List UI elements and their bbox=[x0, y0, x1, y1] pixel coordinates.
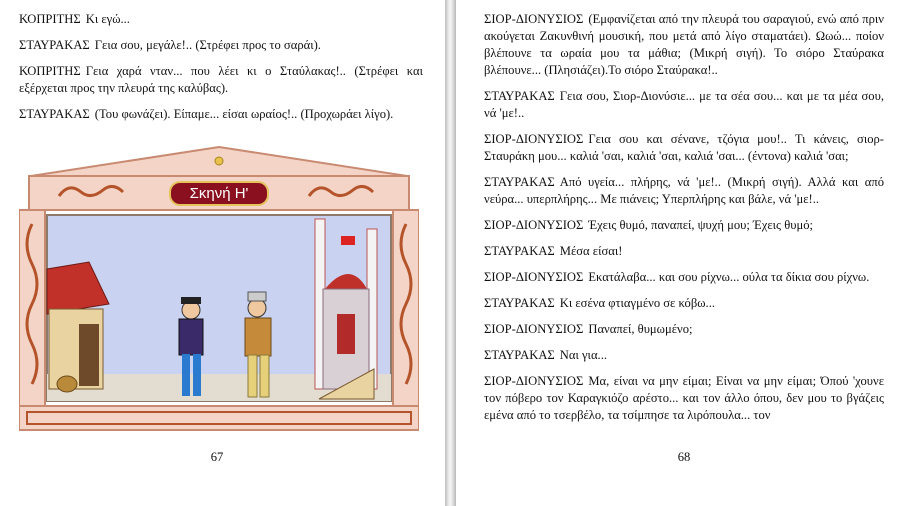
speaker: ΣΙΟΡ-ΔΙΟΝΥΣΙΟΣ bbox=[484, 132, 584, 146]
line: Γεια χαρά νταν... που λέει κι ο Σταύλακας!.. (Στρέφει και εξέρχεται προς την πλευρά της καλύβας). bbox=[19, 64, 423, 95]
speaker: ΣΙΟΡ-ΔΙΟΝΥΣΙΟΣ bbox=[484, 270, 584, 284]
book-gutter bbox=[445, 0, 456, 506]
paragraph bbox=[19, 11, 423, 28]
right-page-text bbox=[484, 11, 884, 433]
line: Μα, είναι να μην είμαι; Είναι να μην είμαι; Όπού 'χουνε τον πόβερο τον Καραγκιόζο αρέστο... και τον άλλο όπου, δεν μου το βγάζεις εμένα από το τσερβέλο, τα τσίμπησε τα λιρόπουλα... τον bbox=[484, 374, 884, 422]
speaker: ΣΤΑΥΡΑΚΑΣ bbox=[484, 175, 555, 189]
line: Γεια σου, μεγάλε!.. (Στρέφει προς το σαράι). bbox=[94, 38, 321, 52]
stage-base bbox=[19, 406, 419, 430]
paragraph bbox=[19, 63, 423, 97]
paragraph bbox=[484, 321, 884, 338]
speaker: ΣΙΟΡ-ΔΙΟΝΥΣΙΟΣ bbox=[484, 218, 584, 232]
speaker: ΣΤΑΥΡΑΚΑΣ bbox=[19, 38, 90, 52]
scene-label: Σκηνή Η' bbox=[169, 181, 269, 206]
paragraph bbox=[19, 106, 423, 123]
paragraph bbox=[484, 373, 884, 424]
line: Έχεις θυμό, παναπεί, ψυχή μου; Έχεις θυμό; bbox=[588, 218, 814, 232]
paragraph bbox=[484, 269, 884, 286]
paragraph bbox=[484, 174, 884, 208]
speaker: ΣΙΟΡ-ΔΙΟΝΥΣΙΟΣ bbox=[484, 12, 584, 26]
paragraph bbox=[484, 11, 884, 79]
line: Μέσα είσαι! bbox=[559, 244, 623, 258]
right-page bbox=[456, 0, 901, 506]
line: Παναπεί, θυμωμένο; bbox=[588, 322, 693, 336]
speaker: ΣΤΑΥΡΑΚΑΣ bbox=[484, 296, 555, 310]
speaker: ΣΤΑΥΡΑΚΑΣ bbox=[19, 107, 90, 121]
palace-door bbox=[337, 314, 355, 354]
speaker: ΣΤΑΥΡΑΚΑΣ bbox=[484, 348, 555, 362]
line: Εκατάλαβα... και σου ρίχνω... ούλα τα δίκια σου ρίχνω. bbox=[588, 270, 870, 284]
speaker: ΣΙΟΡ-ΔΙΟΝΥΣΙΟΣ bbox=[484, 322, 584, 336]
line: Γεια σου, Σιορ-Διονύσιε... με τα σέα σου... και με τα μέα σου, νά 'με!.. bbox=[484, 89, 884, 120]
paragraph bbox=[484, 88, 884, 122]
line: Κι εσένα φτιαγμένο σε κόβω... bbox=[559, 296, 715, 310]
speaker: ΚΟΠΡΙΤΗΣ bbox=[19, 64, 81, 78]
line: Κι εγώ... bbox=[85, 12, 130, 26]
line: (Του φωνάζει). Είπαμε... είσαι ωραίος!.. (Προχωράει λίγο). bbox=[94, 107, 394, 121]
paragraph bbox=[484, 347, 884, 364]
palace-flag-icon bbox=[341, 236, 355, 245]
speaker: ΣΤΑΥΡΑΚΑΣ bbox=[484, 89, 555, 103]
page-number: 68 bbox=[677, 450, 691, 464]
line: (Εμφανίζεται από την πλευρά του σαραγιού, ενώ από πριν ακούγεται Ζακυνθινή μουσική, που μετά από λίγο σταματάει). Ωωώ... ποίον βλέπουνε τα ωραία μου τα μάθια; (Μικρή σιγή). Το σιόρο Σταύρακα βλέπουνε... (Πλησιάζει).Το σιόρο Σταύρακα!.. bbox=[484, 12, 884, 77]
left-page-text bbox=[19, 11, 423, 132]
left-column bbox=[19, 210, 45, 410]
speaker: ΚΟΠΡΙΤΗΣ bbox=[19, 12, 81, 26]
hut-pot-icon bbox=[57, 376, 77, 392]
line: Ναι για... bbox=[559, 348, 607, 362]
right-column bbox=[393, 210, 419, 410]
paragraph bbox=[484, 295, 884, 312]
page-number: 67 bbox=[210, 450, 224, 464]
line: Από υγεία... πλήρης, νά 'με!.. (Μικρή σιγή). Αλλά και από νεύρα... υπερπλήρης... Με πιάνεις; Υπερπλήρης και βάλε, νά 'με!.. bbox=[484, 175, 884, 206]
paragraph bbox=[484, 243, 884, 260]
hut-door bbox=[79, 324, 99, 386]
pediment-ornament-icon bbox=[215, 157, 223, 165]
theatre-stage-illustration bbox=[19, 144, 419, 432]
paragraph bbox=[484, 217, 884, 234]
speaker: ΣΙΟΡ-ΔΙΟΝΥΣΙΟΣ bbox=[484, 374, 584, 388]
paragraph bbox=[484, 131, 884, 165]
left-page bbox=[0, 0, 445, 506]
paragraph bbox=[19, 37, 423, 54]
line: Γεια σου και σένανε, τζόγια μου!.. Τι κάνεις, σιορ-Σταυράκη μου... καλιά 'σαι, καλιά 'σαι, καλιά 'σαι... (έντονα) καλιά 'σαι; bbox=[484, 132, 884, 163]
speaker: ΣΤΑΥΡΑΚΑΣ bbox=[484, 244, 555, 258]
